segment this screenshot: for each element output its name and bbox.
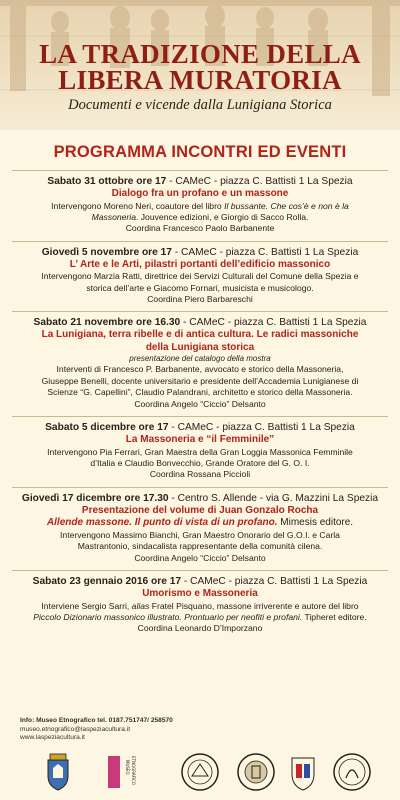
svg-text:MUSEO: MUSEO [125, 760, 130, 775]
event-title: La Lunigiana, terra ribelle e di antica cultura. Le radici massoniche [41, 329, 359, 341]
main-title-line2: LIBERA MURATORIA [58, 65, 342, 95]
event-speakers: Intervengono Massimo Bianchi, Gran Maestro Onorario del G.O.I. e Carla [60, 529, 340, 540]
events-list [12, 170, 388, 641]
svg-text:ETNOGRAFICO: ETNOGRAFICO [131, 756, 136, 785]
footer-email[interactable]: museo.etnografico@laspeziacultura.it [20, 725, 131, 733]
crest-icon [44, 752, 72, 792]
event-speakers-cont: Scienze “G. Capellini”, Claudio Palandrani, architetto e storico della Massoneria. [47, 387, 353, 398]
event-speakers-cont: storica dell’arte e Giacomo Fornari, musicista e musicologo. [86, 282, 314, 293]
event-date: Sabato 21 novembre ore 16.30 [33, 317, 181, 329]
event-date-venue [12, 421, 388, 434]
event-date-venue [12, 316, 388, 329]
event-coordinator: Coordina Piero Barbareschi [147, 294, 253, 305]
event-item [12, 170, 388, 241]
seal-icon [332, 752, 372, 792]
event-title: La Massoneria e “il Femminile” [125, 434, 275, 446]
subtitle: Documenti e vicende dalla Lunigiana Storica [68, 97, 332, 113]
event-date: Giovedì 17 dicembre ore 17.30 [21, 492, 169, 504]
event-title: Umorismo e Massoneria [142, 588, 258, 599]
event-title: Dialogo fra un profano e un massone [111, 188, 289, 199]
museum-logo-icon [106, 752, 140, 792]
emblem-icon [288, 752, 318, 792]
event-date-venue [12, 492, 388, 505]
event-speakers-cont: Mastrantonio, sindacalista rappresentante della comunità cilena. [77, 541, 323, 552]
event-title: Presentazione del volume di Juan Gonzalo Rocha [81, 504, 319, 516]
event-venue: - CAMeC - piazza C. Battisti 1 La Spezia [168, 422, 355, 434]
footer-phone: Info: Museo Etnografico tel. 0187.751747/ 258570 [20, 717, 173, 724]
event-speakers: Interventi di Francesco P. Barbanente, avvocato e storico della Massoneria, [56, 364, 344, 375]
event-item [12, 487, 388, 570]
seal-icon [236, 752, 276, 792]
event-item [12, 416, 388, 487]
seal-icon [180, 752, 220, 792]
event-speakers: Intervengono Pia Ferrari, Gran Maestra della Gran Loggia Massonica Femminile [47, 446, 353, 457]
event-title: L’ Arte e le Arti, pilastri portanti dell’edificio massonico [69, 258, 331, 270]
event-item [12, 241, 388, 312]
event-speakers: Intervengono Moreno Neri, coautore del libro Il bussante. Che cos’è e non è la [51, 200, 349, 211]
event-date: Sabato 5 dicembre ore 17 [45, 422, 169, 434]
event-date: Sabato 23 gennaio 2016 ore 17 [32, 576, 182, 587]
event-venue: - CAMeC - piazza C. Battisti 1 La Spezia [180, 317, 367, 329]
main-title-line1: LA TRADIZIONE DELLA [39, 39, 361, 69]
event-speakers: Intervengono Marzia Ratti, direttrice dei Servizi Culturali del Comune della Spezia e [41, 271, 359, 282]
event-venue: - CAMeC - piazza C. Battisti 1 La Spezia [171, 246, 359, 258]
event-speakers: Interviene Sergio Sarri, alias Fratel Pisquano, massone irriverente e autore del libro [41, 600, 359, 611]
footer-info [20, 717, 380, 743]
event-date-venue [12, 246, 388, 259]
header-banner [0, 0, 400, 130]
event-date-venue [12, 575, 388, 588]
event-speakers-cont: Massoneria. Jouvence edizioni, e Giorgio di Sacco Rolla. [91, 211, 309, 222]
event-speakers-cont: Giuseppe Benelli, docente universitario e presidente dell’Accademia Lunigianese di [41, 375, 359, 386]
event-book-title: Allende massone. Il punto di vista di un profano. Mimesis editore. [46, 517, 354, 529]
event-venue: - Centro S. Allende - via G. Mazzini La Spezia [168, 492, 379, 504]
event-date-venue [12, 175, 388, 188]
event-coordinator: Coordina Leonardo D’Imporzano [137, 623, 263, 634]
event-speakers-cont: Piccolo Dizionario massonico illustrato. Prontuario per neofiti e profani. Tipheret editore. [33, 611, 367, 622]
event-date: Giovedì 5 novembre ore 17 [41, 246, 172, 258]
footer-website[interactable]: www.laspeziacultura.it [20, 734, 85, 742]
event-coordinator: Coordina Angelo “Ciccio” Delsanto [134, 398, 266, 409]
event-coordinator: Coordina Angelo “Ciccio” Delsanto [134, 552, 266, 563]
event-date: Sabato 31 ottobre ore 17 [47, 176, 167, 187]
event-title-cont: della Lunigiana storica [145, 341, 255, 353]
event-venue: - CAMeC - piazza C. Battisti 1 La Spezia [181, 576, 368, 587]
event-coordinator: Coordina Francesco Paolo Barbanente [125, 223, 275, 234]
sponsor-logos [0, 752, 400, 796]
section-title: PROGRAMMA INCONTRI ED EVENTI [53, 143, 347, 161]
event-speakers-cont: d’Italia e Claudio Bonvecchio, Grande Oratore del G. O. I. [90, 457, 310, 468]
event-item [12, 311, 388, 416]
event-note: presentazione del catalogo della mostra [129, 354, 271, 364]
event-venue: - CAMeC - piazza C. Battisti 1 La Spezia [166, 176, 353, 187]
event-coordinator: Coordina Rossana Piccioli [149, 469, 251, 480]
event-item [12, 570, 388, 641]
